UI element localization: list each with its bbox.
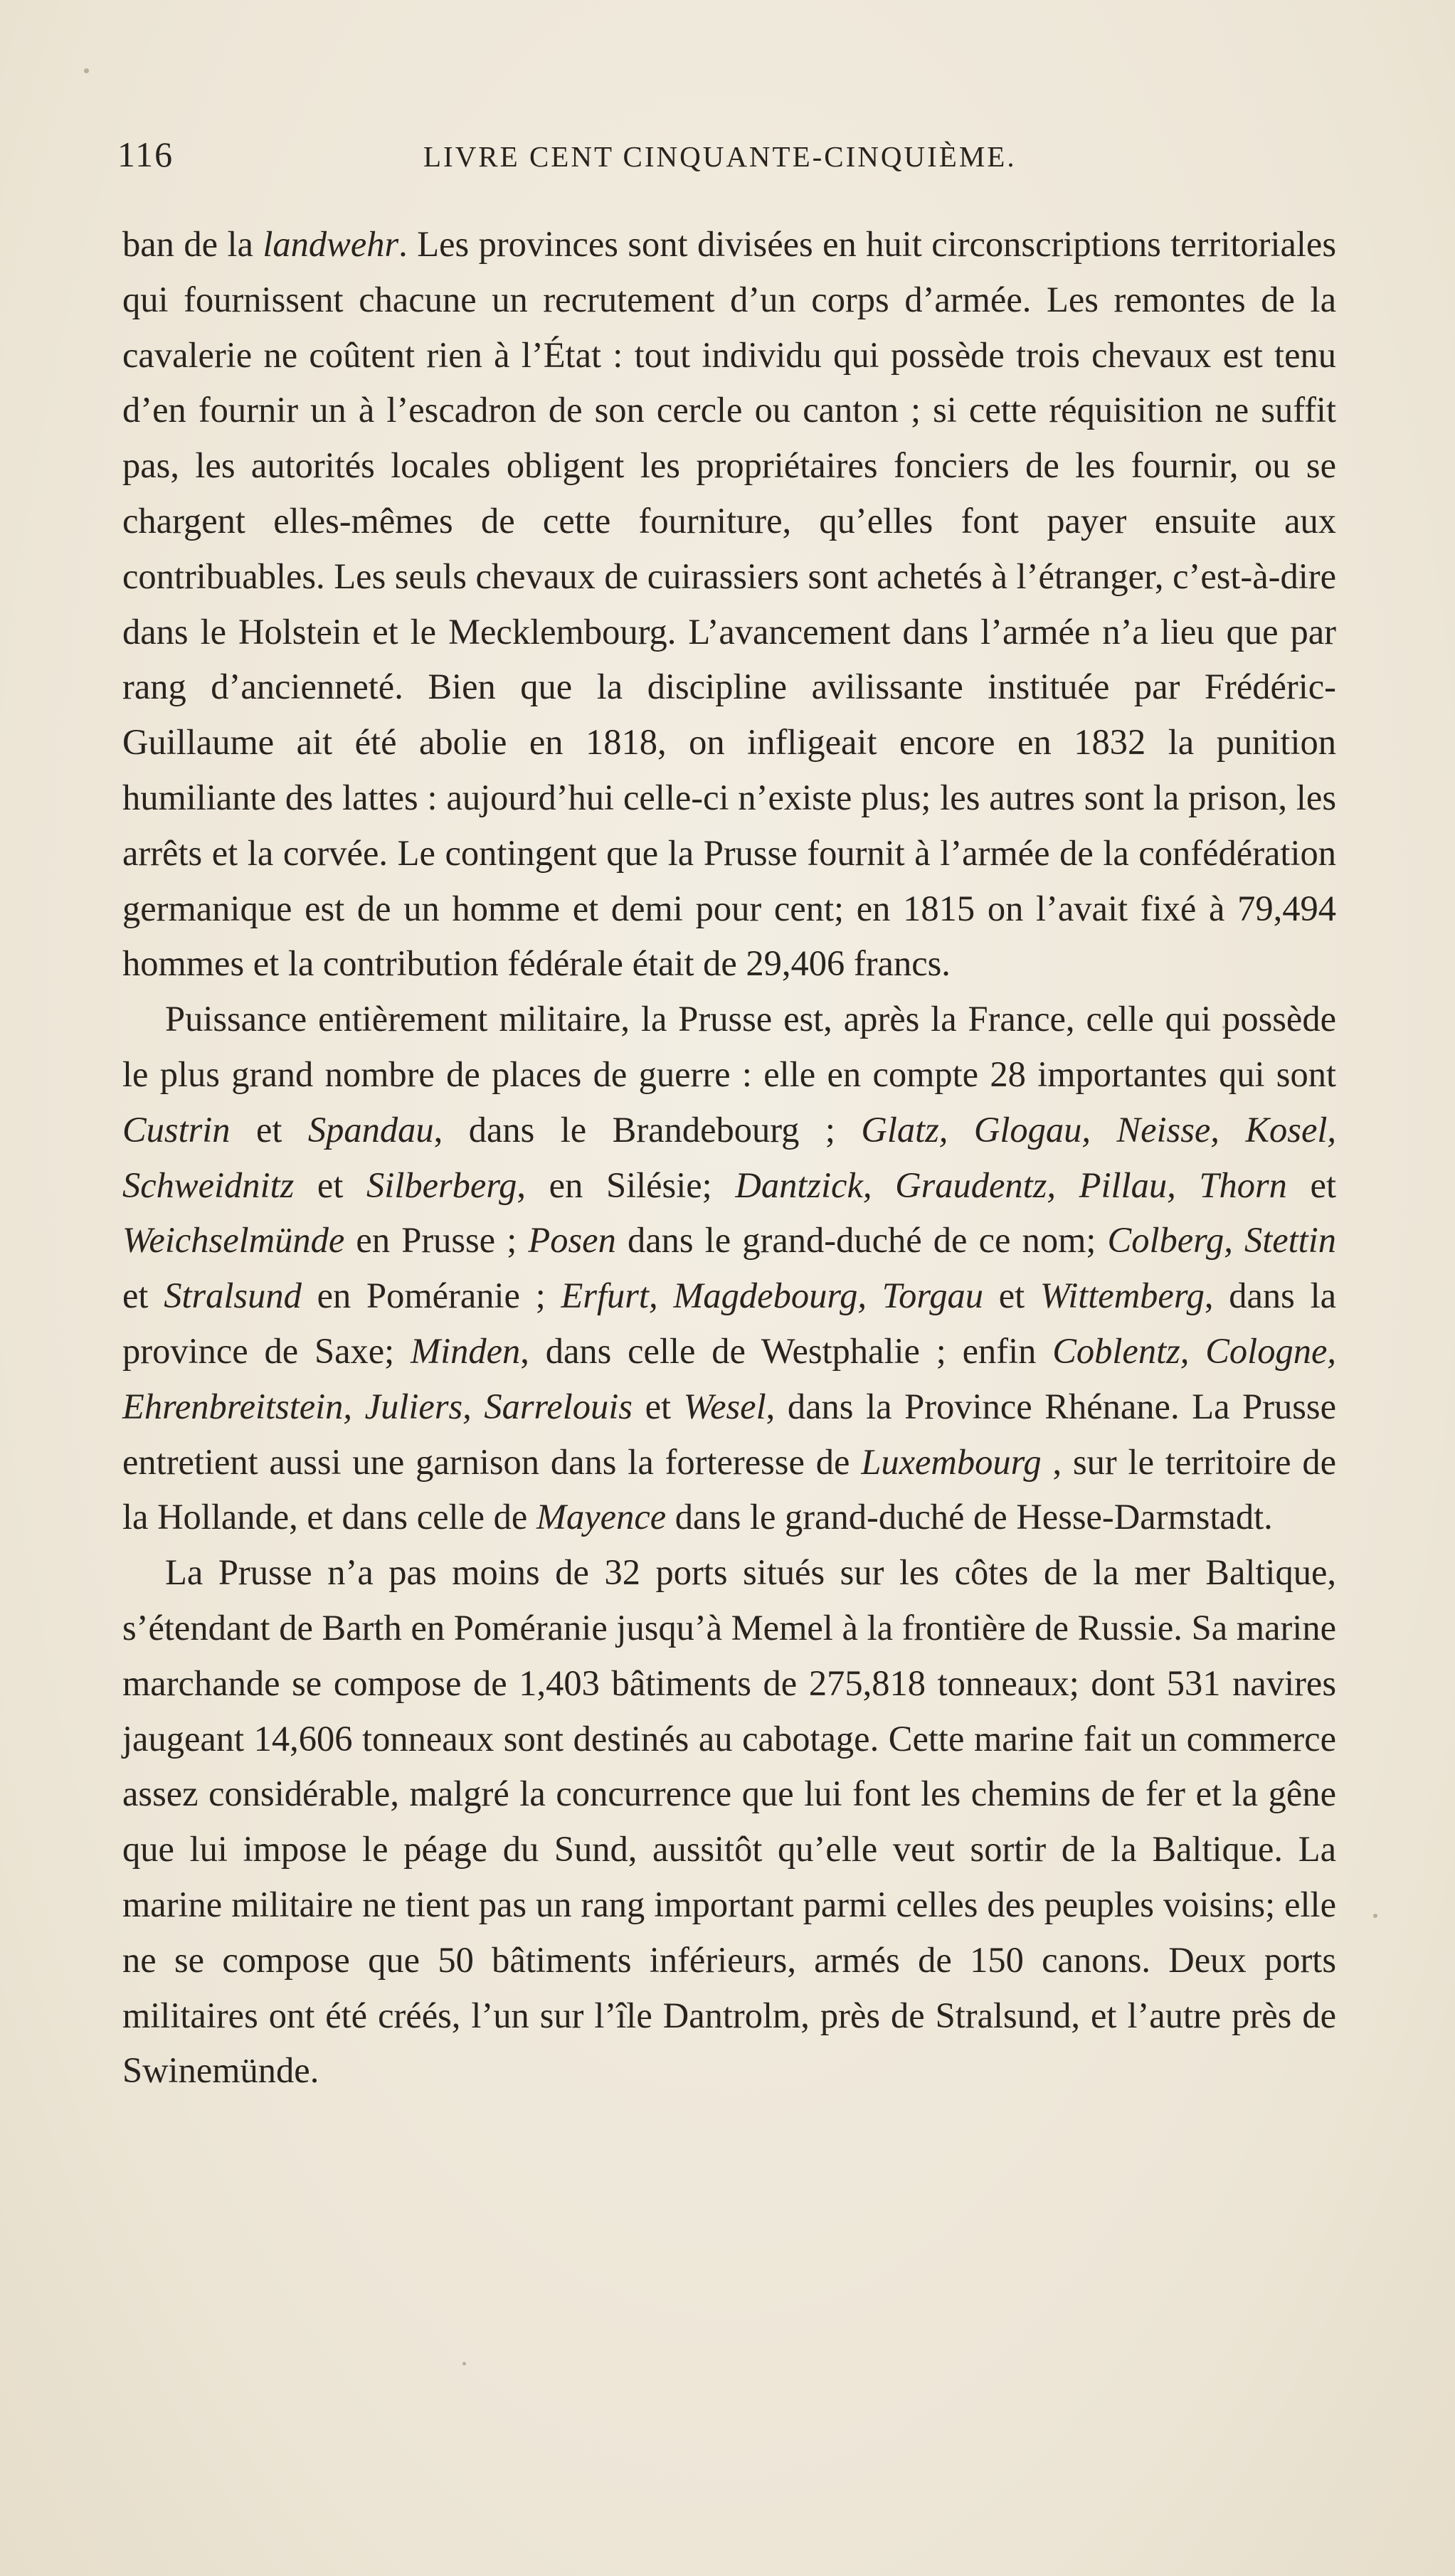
italic-run: Erfurt, Magdebourg, Torgau (561, 1276, 983, 1316)
paragraph-2 (122, 992, 1336, 1545)
italic-run: Luxembourg (861, 1441, 1042, 1482)
paragraph-1 (122, 217, 1336, 992)
italic-run: Glatz, Glogau, Neisse, Kosel, Schweidnitz (122, 1109, 1337, 1205)
page-header (117, 134, 1338, 184)
text-run: , sur le territoire de la Hollande, et dans celle de (122, 1441, 1337, 1537)
italic-run: Coblentz, Cologne, Ehrenbreitstein, Juliers, Sarrelouis (122, 1330, 1336, 1426)
text-run: , en Silésie; (517, 1165, 736, 1205)
text-run: et (983, 1276, 1040, 1316)
italic-run: Dantzick, Graudentz, Pillau, Thorn (735, 1165, 1287, 1205)
text-run: , dans celle de Westphalie ; enfin (520, 1330, 1053, 1371)
italic-run: landwehr (263, 224, 399, 264)
text-run: et (294, 1165, 367, 1205)
italic-run: Custrin (122, 1109, 231, 1150)
italic-run: Wesel (683, 1386, 766, 1426)
text-run: . Les provinces sont divisées en huit circonscriptions territoriales qui fournissent chacune un recrutement d’un corps d’armée. Les remontes de la cavalerie ne coûtent rien à l’État : tout individu qui possède trois chevaux est tenu d’en fournir un à l’escadron de son cercle ou canton ; si cette réquisition ne suffit pas, les autorités locales obligent les propriétaires fonciers de les fournir, ou se chargent elles-mêmes de cette fourniture, qu’elles font payer ensuite aux contribuables. Les seuls chevaux de cuirassiers sont achetés à l’étranger, c’est-à-dire dans le Holstein et le Mecklembourg. L’avancement dans l’armée n’a lieu que par rang d’ancienneté. Bien que la discipline avilissante instituée par Frédéric-Guillaume ait été abolie en 1818, on infligeait encore en 1832 la punition humiliante des lattes : aujourd’hui celle-ci n’existe plus; les autres sont la prison, les arrêts et la corvée. Le contingent que la Prusse fournit à l’armée de la confédération germanique est de un homme et demi pour cent; en 1815 on l’avait fixé à 79,494 hommes et la contribution fédérale était de 29,406 francs. (122, 224, 1336, 984)
italic-run: Stralsund (164, 1276, 302, 1316)
italic-run: Mayence (536, 1497, 667, 1537)
text-run: , dans le Brandebourg ; (433, 1109, 862, 1150)
text-run: et (1286, 1165, 1336, 1205)
italic-run: Spandau (307, 1109, 434, 1150)
italic-run: Minden (411, 1330, 521, 1371)
text-run: et (230, 1109, 308, 1150)
paragraph-3 (122, 1545, 1336, 2099)
italic-run: Colberg, Stettin (1107, 1220, 1336, 1261)
text-run: et (632, 1386, 684, 1426)
running-head: LIVRE CENT CINQUANTE-CINQUIÈME. (423, 140, 1017, 173)
italic-run: Silberberg (366, 1165, 517, 1205)
text-run: , dans la Province Rhénane. La Prusse entretient aussi une garnison dans la forteresse de (122, 1386, 1336, 1482)
body-text (122, 217, 1336, 2099)
text-run: ban de la (122, 224, 263, 264)
text-run: Puissance entièrement militaire, la Prusse est, après la France, celle qui possède le plus grand nombre de places de guerre : elle en compte 28 importantes qui sont (122, 999, 1336, 1094)
text-run: dans le grand-duché de ce nom; (615, 1220, 1108, 1261)
italic-run: Posen (528, 1220, 616, 1261)
text-run: en Prusse ; (344, 1220, 529, 1261)
text-run: en Poméranie ; (301, 1276, 561, 1316)
text-run: dans le grand-duché de Hesse-Darmstadt. (666, 1497, 1273, 1537)
text-run: La Prusse n’a pas moins de 32 ports situés sur les côtes de la mer Baltique, s’étendant de Barth en Poméranie jusqu’à Memel à la frontière de Russie. Sa marine marchande se compose de 1,403 bâtiments de 275,818 tonneaux; dont 531 navires jaugeant 14,606 tonneaux sont destinés au cabotage. Cette marine fait un commerce assez considérable, malgré la concurrence que lui font les chemins de fer et la gêne que lui impose le péage du Sund, aussitôt qu’elle veut sortir de la Baltique. La marine militaire ne tient pas un rang important parmi celles des peuples voisins; elle ne se compose que 50 bâtiments inférieurs, armés de 150 canons. Deux ports militaires ont été créés, l’un sur l’île Dantrolm, près de Stralsund, et l’autre près de Swinemünde. (122, 1552, 1336, 2091)
text-run: et (122, 1276, 164, 1316)
italic-run: Wittemberg (1039, 1276, 1205, 1316)
text-run: , dans la province de Saxe; (122, 1276, 1337, 1371)
italic-run: Weichselmünde (122, 1220, 345, 1261)
page-number: 116 (117, 134, 174, 174)
